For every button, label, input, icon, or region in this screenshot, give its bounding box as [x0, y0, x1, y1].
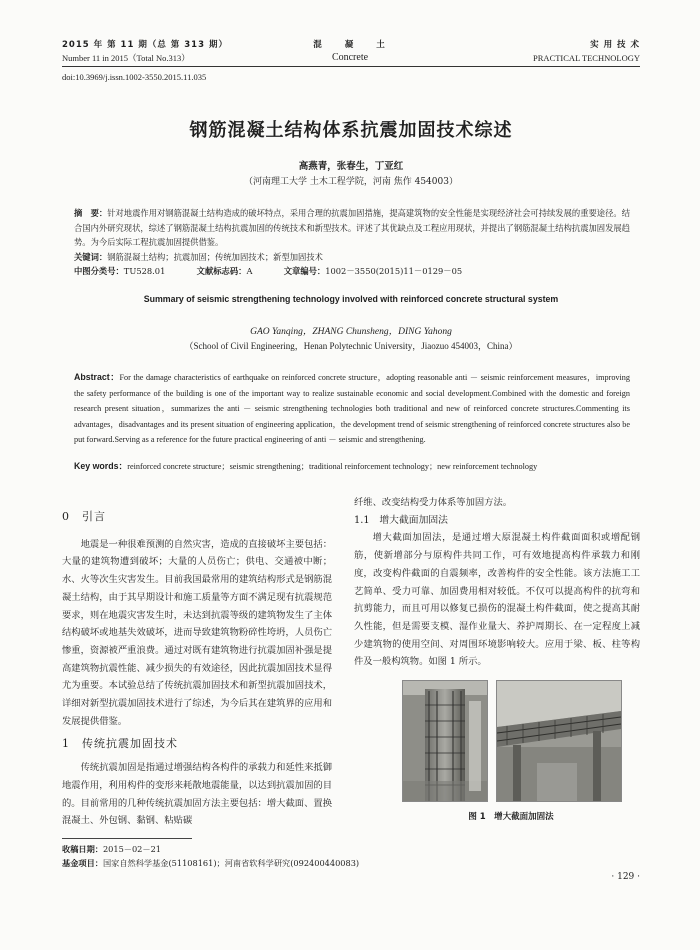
section-1-heading: 1 传统抗震加固技术 — [62, 737, 178, 751]
header-rule — [62, 66, 640, 67]
fund-project — [62, 856, 359, 870]
doc-code-label: 文献标志码： — [196, 266, 247, 276]
fund-label: 基金项目： — [62, 858, 103, 868]
abstract-cn-label: 摘 要： — [74, 208, 108, 218]
title-cn: 钢筋混凝土结构体系抗震加固技术综述 — [189, 120, 513, 141]
keywords-en — [74, 459, 630, 472]
right-column — [354, 494, 640, 671]
clc-label: 中图分类号： — [74, 266, 124, 276]
authors-en: GAO Yanqing，ZHANG Chunsheng，DING Yahong — [250, 327, 452, 337]
section-1-1-heading: 1.1 增大截面加固法 — [354, 514, 448, 526]
authors-cn: 高燕青，张春生，丁亚红 — [298, 161, 404, 172]
doc-code-value: A — [246, 266, 253, 276]
column-jacket-illustration — [403, 681, 487, 801]
journal-en: Concrete — [331, 52, 369, 63]
affiliation-en: （School of Civil Engineering，Henan Polytechnic University，Jiaozuo 454003，China） — [184, 341, 518, 351]
keywords-cn — [74, 250, 630, 265]
received-date — [62, 842, 161, 856]
doi: doi:10.3969/j.issn.1002-3550.2015.11.035 — [62, 72, 207, 82]
affiliation-cn: （河南理工大学 土木工程学院，河南 焦作 454003） — [244, 177, 458, 187]
figure-1-photo-beam — [496, 680, 622, 802]
figure-1-photo-column — [402, 680, 488, 802]
received-label: 收稿日期： — [62, 844, 103, 854]
section-1-paragraph: 传统抗震加固是指通过增强结构各构件的承载力和延性来抵御地震作用，利用构件的变形来耗散地震能量，以达到抗震加固的目的。目前常用的几种传统抗震加固方法主要包括：增大截面、置换混凝土、外包钢、黏钢、粘贴碳 — [62, 762, 332, 827]
fund-value: 国家自然科学基金(51108161)；河南省软科学研究(092400440083) — [102, 858, 360, 868]
issue-en: Number 11 in 2015（Total No.313） — [62, 53, 190, 63]
keywords-cn-text: 钢筋混凝土结构；抗震加固；传统加固技术；新型加固技术 — [107, 252, 323, 262]
clc-value: TU528.01 — [123, 266, 166, 276]
received-value: 2015－02－21 — [102, 844, 162, 854]
article-no-value: 1002－3550(2015)11－0129－05 — [325, 266, 463, 276]
figure-1-caption: 图 1 增大截面加固法 — [468, 812, 554, 822]
section-0-paragraph: 地震是一种很难预测的自然灾害，造成的直接破坏主要包括：大量的建筑物遭到破坏；大量的人员伤亡；供电、交通被中断；水、火等次生灾害发生。目前我国最常用的建筑结构形式是钢筋混凝土结构，由于其早期设计和施工质量等方面不满足现有抗震规范要求，则在地震灾害发生时，未达到抗震等级的建筑物发生了主体结构破坏或地基失效破坏，进而导致建筑物粉碎性垮坍，人员伤亡惨重，资源被严重浪费。通过对既有建筑物进行抗震加固补强是提高建筑物抗震性能、减少损失的有效途径，因此抗震加固技术显得尤为重要。本试验总结了传统抗震加固技术和新型抗震加固技术，详细对新型抗震加固技术进行了综述，为今后其在建筑界的应用和发展提供借鉴。 — [62, 538, 332, 727]
keywords-cn-label: 关键词： — [74, 252, 108, 262]
abstract-en-label: Abstract： — [74, 372, 120, 382]
article-no-label: 文章编号： — [283, 266, 326, 276]
section-cn: 实 用 技 术 — [590, 40, 640, 50]
abstract-cn — [74, 206, 630, 250]
abstract-en — [74, 370, 630, 448]
abstract-en-text: For the damage characteristics of earthquake on reinforced concrete structure，adopting reasonable anti － seismic reinforcement measures，improving the safety performance of the building is one of the important way to realize sustainable economic and social development.Combined with the domestic and foreign research present situation，summarizes the anti － seismic strengthening technologies both traditional and new of reinforced concrete structures.Commenting its advantages，disadvantages and its present situation of engineering application，the development trend of seismic strengthening of reinforced concrete structures also be put forward.Serving as a reference for the future practical engineering of anti － seismic and strengthening. — [74, 373, 630, 444]
continuation-text: 纤维、改变结构受力体系等加固方法。 — [354, 497, 513, 508]
left-column — [62, 496, 332, 830]
beam-enlargement-illustration — [497, 681, 621, 801]
page-number: · 129 · — [611, 872, 640, 882]
issue-cn: 2015 年 第 11 期（总 第 313 期） — [62, 40, 228, 50]
classification — [74, 264, 630, 279]
section-en: PRACTICAL TECHNOLOGY — [533, 53, 640, 63]
keywords-en-label: Key words： — [74, 461, 128, 471]
title-en: Summary of seismic strengthening technology involved with reinforced concrete structural system — [143, 294, 559, 304]
section-1-1-paragraph: 增大截面加固法，是通过增大原混凝土构件截面面积或增配钢筋，使新增部分与原构件共同工作，可有效地提高构件承载力和刚度，改变构件截面的自震频率，改善构件的安全性能。该方法施工工艺简单、受力可靠、加固费用相对较低。不仅可以提高构件的抗弯和抗剪能力，而且可用以修复已损伤的混凝土构件截面，使之提高其耐久性能，但是需要支模、湿作业量大、养护周期长、在一定程度上减少建筑物的使用空间、对周围环境影响较大。应用于梁、板、柱等构件及一般构筑物。如图 1 所示。 — [354, 532, 640, 668]
section-0-heading: 0 引言 — [62, 510, 106, 523]
footnote-rule — [62, 838, 192, 839]
abstract-cn-text: 针对地震作用对钢筋混凝土结构造成的破坏特点，采用合理的抗震加固措施，提高建筑物的安全性能是实现经济社会可持续发展的重要途径。结合国内外研究现状，综述了钢筋混凝土结构抗震加固的传统技术和新型技术。评述了其优缺点及工程应用现状，并提出了钢筋混凝土结构抗震加固发展趋势。为今后实际工程抗震加固提供借鉴。 — [74, 208, 630, 247]
keywords-en-text: reinforced concrete structure；seismic strengthening；traditional reinforcement technology；new reinforcement technology — [127, 462, 538, 471]
journal-cn: 混 凝 土 — [313, 40, 387, 50]
